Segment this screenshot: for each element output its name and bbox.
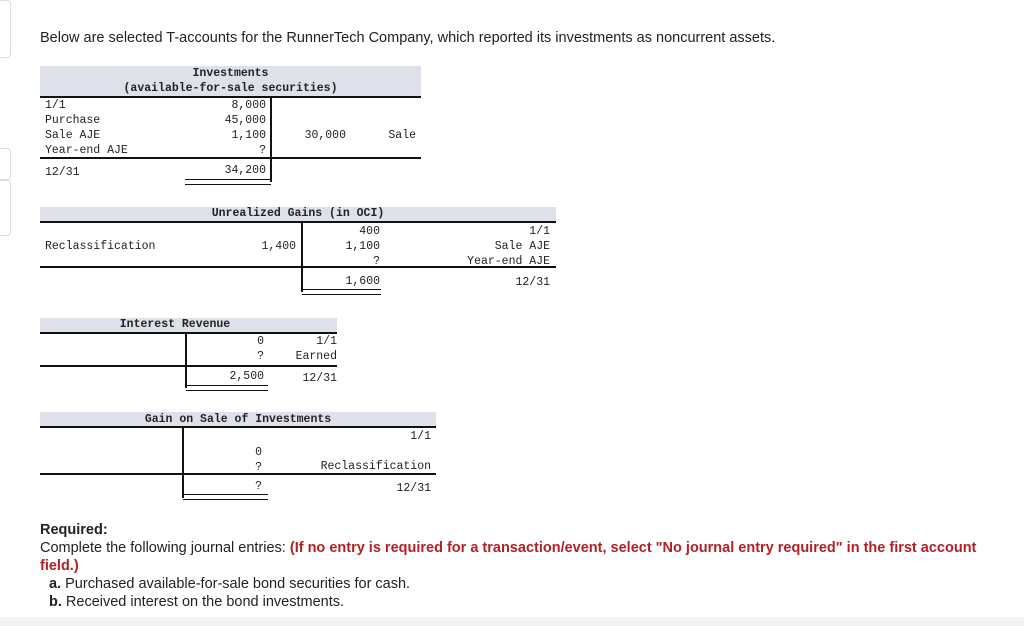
intro-text: Below are selected T-accounts for the RunnerTech Company, which reported its investments as noncurrent assets. (40, 30, 776, 46)
bottom-bar (0, 617, 1024, 626)
required-heading: Required: (40, 522, 108, 538)
item-text: Purchased available-for-sale bond securities for cash. (65, 576, 411, 592)
credit-value: 30,000 (304, 129, 346, 142)
credit-value: ? (373, 255, 380, 268)
row-label: Reclassification (320, 460, 431, 473)
row-label: 1/1 (529, 225, 550, 238)
account-title: Unrealized Gains (in OCI) (211, 207, 385, 220)
debit-value: 45,000 (224, 114, 266, 127)
required-item-a (40, 575, 1000, 593)
account-title: Interest Revenue (119, 318, 231, 331)
divider (40, 221, 556, 223)
account-subtitle: (available-for-sale securities) (123, 82, 338, 95)
debit-value: ? (259, 144, 266, 157)
account-title: Investments (192, 67, 269, 80)
instruction-text: Complete the following journal entries: (40, 540, 286, 556)
required-item-b (40, 593, 1000, 611)
row-label: Earned (295, 350, 337, 363)
row-label: 1/1 (45, 99, 66, 112)
credit-value: 0 (255, 446, 262, 459)
item-text: Received interest on the bond investments. (65, 594, 344, 610)
balance-label: 12/31 (302, 372, 337, 385)
side-panel-edge (0, 180, 11, 236)
balance-value: ? (255, 480, 262, 493)
required-section (40, 521, 1000, 611)
divider (40, 426, 436, 428)
credit-value: 1,100 (345, 240, 380, 253)
balance-value: 34,200 (224, 164, 266, 177)
debit-value: 8,000 (231, 99, 266, 112)
credit-value: ? (257, 350, 264, 363)
double-underline (183, 494, 268, 500)
row-label: Year-end AJE (45, 144, 128, 157)
required-instructions (40, 539, 1000, 575)
balance-label: 12/31 (396, 482, 431, 495)
row-label: Reclassification (45, 240, 156, 253)
row-label: Purchase (45, 114, 101, 127)
row-label: Sale AJE (45, 129, 101, 142)
item-letter: a. (49, 576, 62, 592)
divider (40, 332, 337, 334)
row-label: Sale AJE (494, 240, 550, 253)
credit-value: ? (255, 461, 262, 474)
account-title: Gain on Sale of Investments (144, 413, 332, 426)
double-underline (302, 289, 381, 295)
balance-label: 12/31 (45, 166, 80, 179)
side-panel-edge (0, 0, 11, 58)
item-letter: b. (49, 594, 62, 610)
balance-value: 2,500 (229, 370, 264, 383)
debit-value: 1,400 (261, 240, 296, 253)
double-underline (185, 179, 271, 185)
debit-value: 1,100 (231, 129, 266, 142)
divider (40, 96, 421, 98)
row-label: Year-end AJE (467, 255, 550, 268)
balance-value: 1,600 (345, 275, 380, 288)
row-label: 1/1 (316, 335, 337, 348)
divider (40, 365, 337, 367)
row-label: Sale (388, 129, 416, 142)
credit-value: 400 (359, 225, 380, 238)
side-panel-edge (0, 148, 11, 180)
credit-value: 0 (257, 335, 264, 348)
row-label: 1/1 (410, 430, 431, 443)
balance-label: 12/31 (515, 276, 550, 289)
instruction-note: (If no entry is required for a transaction/event, select "No journal entry required" in the first account field.) (40, 540, 977, 574)
